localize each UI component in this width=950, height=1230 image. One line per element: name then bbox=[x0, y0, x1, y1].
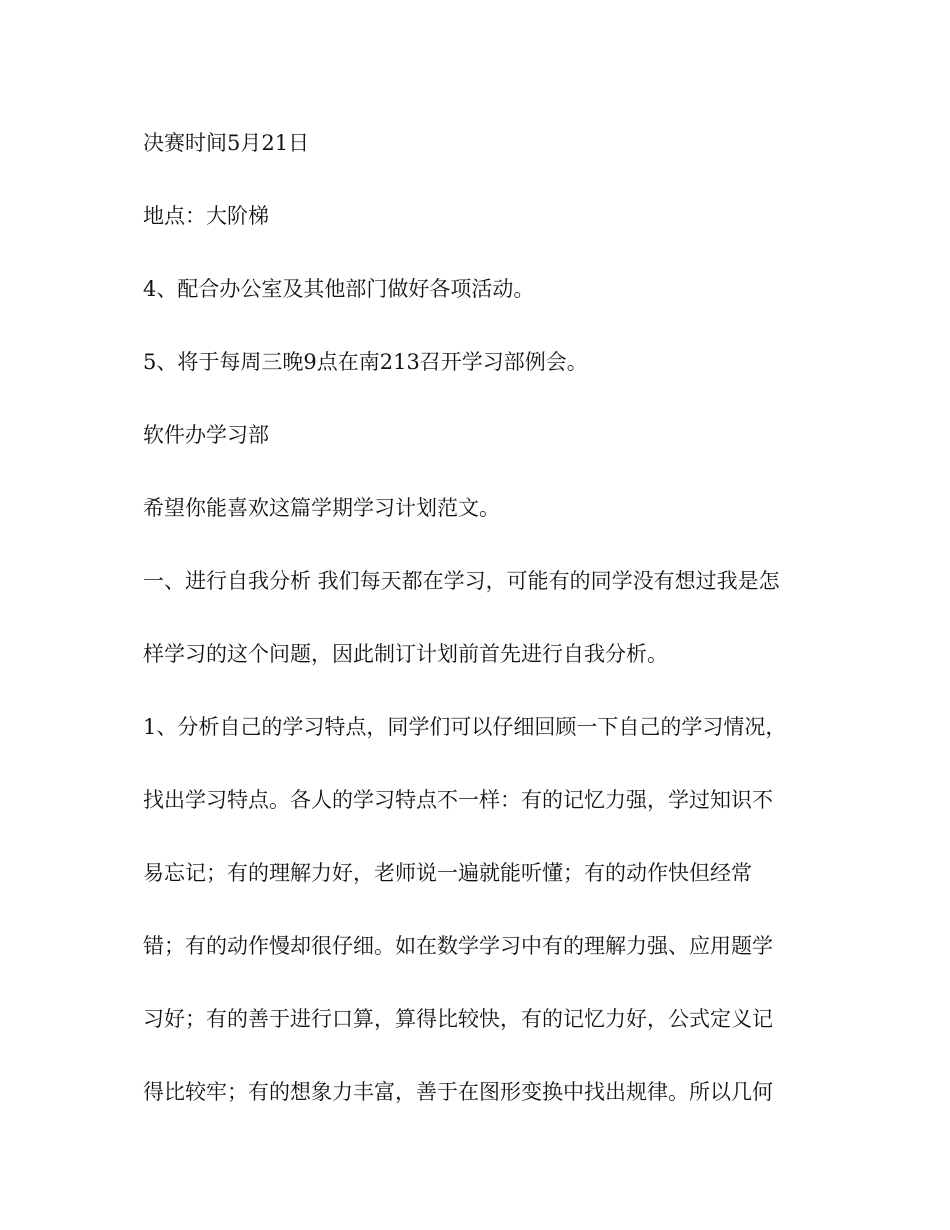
text-line: 决赛时间5月21日 bbox=[143, 131, 310, 155]
text-line: 5、将于每周三晚9点在南213召开学习部例会。 bbox=[143, 350, 588, 374]
text-line: 样学习的这个问题，因此制订计划前首先进行自我分析。 bbox=[143, 642, 668, 666]
text-line: 1、分析自己的学习特点，同学们可以仔细回顾一下自己的学习情况， bbox=[143, 715, 787, 739]
text-line: 希望你能喜欢这篇学期学习计划范文。 bbox=[143, 496, 500, 520]
document-body bbox=[143, 124, 808, 1146]
text-line: 地点：大阶梯 bbox=[143, 204, 269, 228]
text-line: 软件办学习部 bbox=[143, 423, 269, 447]
text-line: 错；有的动作慢却很仔细。如在数学学习中有的理解力强、应用题学 bbox=[143, 934, 773, 958]
text-line: 易忘记；有的理解力好，老师说一遍就能听懂；有的动作快但经常 bbox=[143, 861, 752, 885]
text-line: 找出学习特点。各人的学习特点不一样：有的记忆力强，学过知识不 bbox=[143, 788, 773, 812]
text-line: 习好；有的善于进行口算，算得比较快，有的记忆力好，公式定义记 bbox=[143, 1007, 773, 1031]
text-line: 一、进行自我分析 我们每天都在学习，可能有的同学没有想过我是怎 bbox=[143, 569, 780, 593]
text-line: 得比较牢；有的想象力丰富，善于在图形变换中找出规律。所以几何 bbox=[143, 1080, 773, 1104]
text-line: 4、配合办公室及其他部门做好各项活动。 bbox=[143, 277, 535, 301]
